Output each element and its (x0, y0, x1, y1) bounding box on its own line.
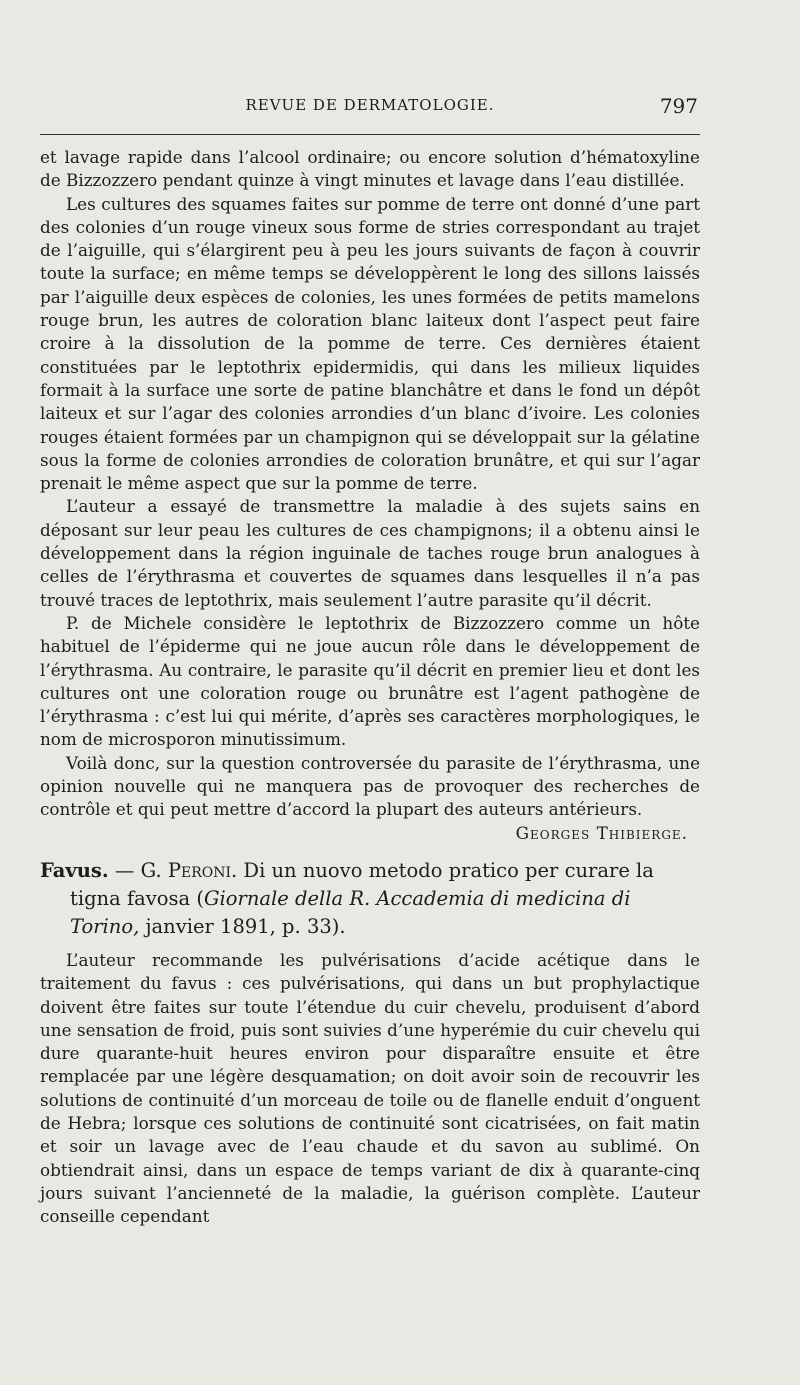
section-dash: — (108, 858, 141, 882)
signature: Georges Thibierge. (515, 822, 688, 843)
paragraph-4: P. de Michele considère le leptothrix de Bizzozzero comme un hôte habituel de l’épiderme qui ne joue aucun rôle dans le développement de l’érythrasma. Au contraire, le parasite qu’il décrit en premier lieu et dont les cultures ont une coloration rouge ou brunâtre est l’agent pathogène de l’érythrasma : c’est lui qui mérite, d’après ses caractères morphologiques, le nom de microsporon minutissimum. (40, 612, 700, 750)
paragraph-2: Les cultures des squames faites sur pomme de terre ont donné d’une part des colonies d’un rouge vineux sous forme de stries correspondant au trajet de l’aiguille, qui s’élargirent peu à peu les jours suivants de façon à couvrir toute la surface; en même temps se développèrent le long des sillons laissés par l’aiguille deux espèces de colonies, les unes formées de petits mamelons rouge brun, les autres de coloration blanc laiteux dont l’aspect peut faire croire à la dissolution de la pomme de terre. Ces dernières étaient constituées par le leptothrix epidermidis, qui dans les milieux liquides formait à la surface une sorte de patine blanchâtre et dans le fond un dépôt laiteux et sur l’agar des colonies arrondies d’un blanc d’ivoire. Les colonies rouges étaient formées par un champignon qui se développait sur la gélatine sous la forme de colonies arrondies de coloration brunâtre, et qui sur l’agar prenait le même aspect que sur la pomme de terre. (40, 193, 700, 494)
section-journal: Giornale della R. Accademia di medicina di Torino, (70, 886, 631, 938)
paragraph-3: L’auteur a essayé de transmettre la maladie à des sujets sains en déposant sur leur peau les cultures de ces champignons; il a obtenu ainsi le développement dans la région inguinale de taches rouge brun analogues à celles de l’érythrasma et couvertes de squames dans lesquelles il n’a pas trouvé traces de leptothrix, mais seulement l’autre parasite qu’il décrit. (40, 496, 700, 610)
page-number: 797 (659, 94, 698, 118)
section-title: Di un nuovo metodo pratico per curare la tigna favosa ( (70, 858, 654, 910)
paragraph-6: L’auteur recommande les pulvérisations d’acide acétique dans le traitement du favus : ces pulvérisations, qui dans un but prophylactique doivent être faites sur toute l’étendue du cuir chevelu, produisent d’abord une sensation de froid, puis sont suivies d’une hyperémie du cuir chevelu qui dure quarante-huit heures environ pour disparaître ensuite et être remplacée par une légère desquamation; on doit avoir soin de recouvrir les solutions de continuité d’un morceau de toile ou de flanelle enduit d’onguent de Hebra; lorsque ces solutions de continuité sont cicatrisées, on fait matin et soir un lavage avec de l’eau chaude et du savon au sublimé. On obtiendrait ainsi, dans un espace de temps variant de dix à quarante-cinq jours suivant l’ancienneté de la maladie, la guérison complète. L’auteur conseille cependant (40, 949, 700, 1227)
header-rule (40, 134, 700, 135)
running-title: REVUE DE DERMATOLOGIE. (245, 96, 495, 114)
article-body (40, 146, 700, 1228)
page-header (40, 96, 700, 120)
section-topic: Favus. (40, 858, 109, 882)
paragraph-1: et lavage rapide dans l’alcool ordinaire; ou encore solution d’hématoxyline de Bizzozzero pendant quinze à vingt minutes et lavage dans l’eau distillée. (40, 147, 700, 191)
section-author: G. Peroni. (140, 858, 238, 882)
section-citation: janvier 1891, p. 33). (139, 914, 346, 938)
paragraph-5: Voilà donc, sur la question controversée du parasite de l’érythrasma, une opinion nouvelle qui ne manquera pas de provoquer des recherches de contrôle et qui peut mettre d’accord la plupart des auteurs antérieurs. (40, 752, 700, 820)
section-heading (40, 857, 700, 941)
